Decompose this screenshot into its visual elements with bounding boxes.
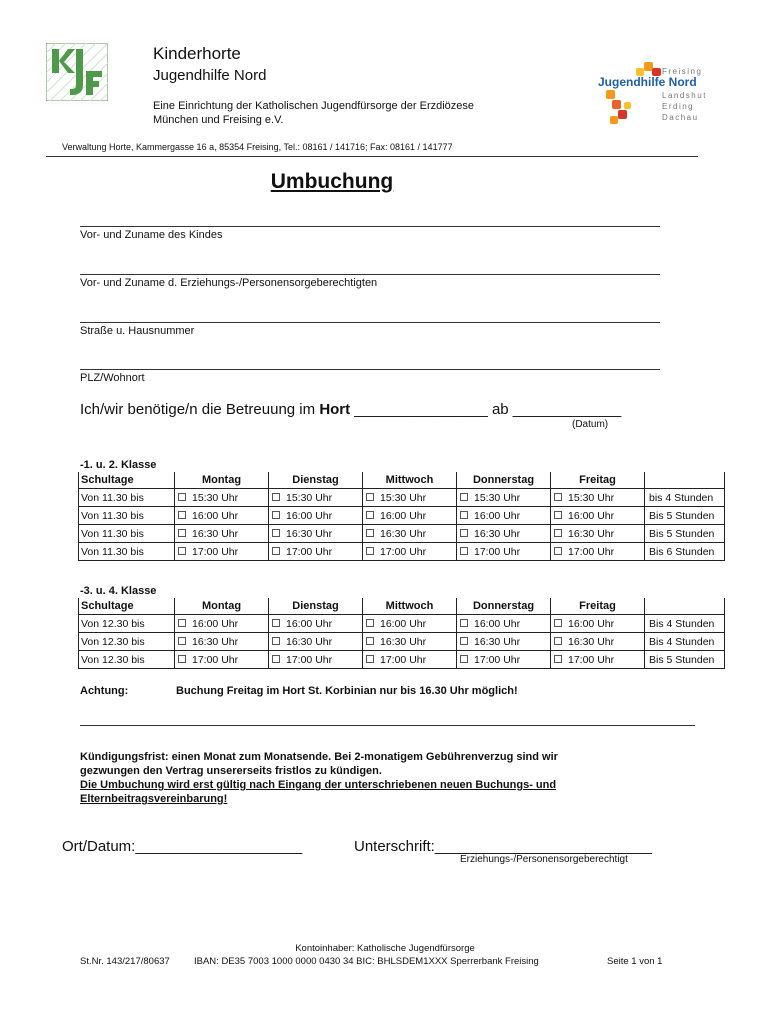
checkbox[interactable] [460,493,468,501]
checkbox[interactable] [460,511,468,519]
row-from: Von 11.30 bis [79,543,175,561]
checkbox[interactable] [554,655,562,663]
option-friday[interactable]: 16:30 Uhr [551,633,645,651]
header-divider [46,156,698,157]
option-tuesday[interactable]: 16:30 Uhr [269,633,363,651]
care-hort-word: Hort [319,401,351,418]
checkbox[interactable] [366,511,374,519]
option-monday[interactable]: 16:00 Uhr [175,615,269,633]
checkbox[interactable] [178,529,186,537]
row-from: Von 12.30 bis [79,615,175,633]
option-monday[interactable]: 17:00 Uhr [175,651,269,669]
page-title: Umbuchung [270,170,394,193]
org-name-line1: Kinderhorte [153,44,241,63]
checkbox[interactable] [460,655,468,663]
option-tuesday[interactable]: 17:00 Uhr [269,543,363,561]
header-schooldays: Schultage [79,472,175,489]
checkbox[interactable] [460,637,468,645]
date-hint: (Datum) [572,419,609,430]
footer-tax-number: St.Nr. 143/217/80637 [80,956,170,967]
child-name-field[interactable] [80,226,660,227]
header-tuesday: Dienstag [269,598,363,615]
checkbox[interactable] [554,547,562,555]
place-date-field[interactable]: Ort/Datum:____________________ [62,838,303,855]
row-hours: Bis 4 Stunden [645,633,725,651]
header-schooldays: Schultage [79,598,175,615]
checkbox[interactable] [366,655,374,663]
row-from: Von 12.30 bis [79,651,175,669]
header-hours [645,472,725,489]
checkbox[interactable] [178,637,186,645]
row-from: Von 11.30 bis [79,489,175,507]
option-thursday[interactable]: 17:00 Uhr [457,543,551,561]
option-thursday[interactable]: 16:30 Uhr [457,633,551,651]
checkbox[interactable] [460,529,468,537]
option-tuesday[interactable]: 16:30 Uhr [269,525,363,543]
option-thursday[interactable]: 16:30 Uhr [457,525,551,543]
checkbox[interactable] [554,493,562,501]
checkbox[interactable] [366,493,374,501]
header-wednesday: Mittwoch [363,472,457,489]
checkbox[interactable] [366,637,374,645]
guardian-name-label: Vor- und Zuname d. Erziehungs-/Personensorgeberechtigten [80,277,378,289]
option-tuesday[interactable]: 17:00 Uhr [269,651,363,669]
row-from: Von 12.30 bis [79,633,175,651]
header-hours [645,598,725,615]
table-header-row [79,472,725,489]
notice-line2: gezwungen den Vertrag unsererseits fristlos zu kündigen. [80,765,382,777]
row-from: Von 11.30 bis [79,507,175,525]
schedule-table-grades-3-4 [78,598,725,669]
kjf-logo [46,43,108,101]
option-thursday[interactable]: 16:00 Uhr [457,507,551,525]
checkbox[interactable] [460,547,468,555]
option-friday[interactable]: 17:00 Uhr [551,651,645,669]
header-monday: Montag [175,598,269,615]
section-divider [80,725,695,726]
guardian-name-field[interactable] [80,274,660,275]
option-wednesday[interactable]: 16:30 Uhr [363,525,457,543]
option-friday[interactable]: 17:00 Uhr [551,543,645,561]
row-hours: bis 4 Stunden [645,489,725,507]
checkbox[interactable] [272,619,280,627]
checkbox[interactable] [272,493,280,501]
jugendhilfe-nord-logo-title: Jugendhilfe Nord [598,75,697,89]
street-label: Straße u. Hausnummer [80,325,195,337]
notice-line4: Elternbeitragsvereinbarung! [80,793,228,805]
care-prefix: Ich/wir benötige/n die Betreuung im [80,401,320,418]
checkbox[interactable] [272,511,280,519]
checkbox[interactable] [178,619,186,627]
jugendhilfe-nord-logo [596,60,716,128]
checkbox[interactable] [178,493,186,501]
table-row [79,543,725,561]
jn-place-erding: Erding [662,102,695,111]
checkbox[interactable] [178,655,186,663]
jn-place-freising: Freising [662,67,703,76]
org-description-line2: München und Freising e.V. [153,114,284,126]
table-row [79,651,725,669]
city-field[interactable] [80,369,660,370]
option-friday[interactable]: 15:30 Uhr [551,489,645,507]
table-row [79,507,725,525]
option-wednesday[interactable]: 17:00 Uhr [363,651,457,669]
street-field[interactable] [80,322,660,323]
table-header-row [79,598,725,615]
checkbox[interactable] [554,619,562,627]
option-friday[interactable]: 16:00 Uhr [551,615,645,633]
start-date-blank[interactable]: ab _____________ [491,401,622,418]
option-wednesday[interactable]: 15:30 Uhr [363,489,457,507]
administration-address: Verwaltung Horte, Kammergasse 16 a, 85354 Freising, Tel.: 08161 / 141716; Fax: 08161 / 141777 [62,142,453,152]
table-row [79,525,725,543]
checkbox[interactable] [366,529,374,537]
checkbox[interactable] [178,547,186,555]
jn-place-dachau: Dachau [662,113,699,122]
option-wednesday[interactable]: 17:00 Uhr [363,543,457,561]
header-thursday: Donnerstag [457,598,551,615]
city-label: PLZ/Wohnort [80,372,145,384]
group2-label: -3. u. 4. Klasse [80,585,157,597]
checkbox[interactable] [272,547,280,555]
warning-label: Achtung: [80,685,129,697]
row-hours: Bis 4 Stunden [645,615,725,633]
group1-label: -1. u. 2. Klasse [80,459,157,471]
footer-bank-details: IBAN: DE35 7003 1000 0000 0430 34 BIC: BHLSDEM1XXX Sperrerbank Freising [194,956,539,967]
checkbox[interactable] [366,547,374,555]
checkbox[interactable] [178,511,186,519]
schedule-table-grades-1-2 [78,472,725,561]
checkbox[interactable] [554,529,562,537]
option-monday[interactable]: 16:30 Uhr [175,633,269,651]
option-monday[interactable]: 16:00 Uhr [175,507,269,525]
checkbox[interactable] [554,637,562,645]
option-wednesday[interactable]: 16:00 Uhr [363,615,457,633]
checkbox[interactable] [272,637,280,645]
hort-blank[interactable]: ________________ [350,401,492,418]
org-name-line2: Jugendhilfe Nord [153,67,267,84]
table-row [79,615,725,633]
option-monday[interactable]: 17:00 Uhr [175,543,269,561]
header-friday: Freitag [551,472,645,489]
option-friday[interactable]: 16:00 Uhr [551,507,645,525]
footer-page-number: Seite 1 von 1 [607,956,663,967]
checkbox[interactable] [460,619,468,627]
option-monday[interactable]: 15:30 Uhr [175,489,269,507]
row-hours: Bis 5 Stunden [645,507,725,525]
header-wednesday: Mittwoch [363,598,457,615]
table-row [79,489,725,507]
option-wednesday[interactable]: 16:30 Uhr [363,633,457,651]
option-tuesday[interactable]: 15:30 Uhr [269,489,363,507]
jn-place-landshut: Landshut [662,91,707,100]
checkbox[interactable] [366,619,374,627]
option-tuesday[interactable]: 16:00 Uhr [269,507,363,525]
option-wednesday[interactable]: 16:00 Uhr [363,507,457,525]
row-hours: Bis 6 Stunden [645,543,725,561]
checkbox[interactable] [272,529,280,537]
footer-account-holder: Kontoinhaber: Katholische Jugendfürsorge [295,943,475,954]
header-monday: Montag [175,472,269,489]
checkbox[interactable] [272,655,280,663]
org-description-line1: Eine Einrichtung der Katholischen Jugendfürsorge der Erzdiözese [153,100,475,112]
option-thursday[interactable]: 17:00 Uhr [457,651,551,669]
row-from: Von 11.30 bis [79,525,175,543]
option-thursday[interactable]: 16:00 Uhr [457,615,551,633]
option-tuesday[interactable]: 16:00 Uhr [269,615,363,633]
checkbox[interactable] [554,511,562,519]
signature-hint: Erziehungs-/Personensorgeberechtigt [460,854,628,865]
option-friday[interactable]: 16:30 Uhr [551,525,645,543]
header-tuesday: Dienstag [269,472,363,489]
notice-line1: Kündigungsfrist: einen Monat zum Monatsende. Bei 2-monatigem Gebührenverzug sind wir [80,751,558,763]
warning-text: Buchung Freitag im Hort St. Korbinian nur bis 16.30 Uhr möglich! [176,685,518,697]
option-monday[interactable]: 16:30 Uhr [175,525,269,543]
header-friday: Freitag [551,598,645,615]
notice-line3: Die Umbuchung wird erst gültig nach Eingang der unterschriebenen neuen Buchungs- und [80,779,557,791]
row-hours: Bis 5 Stunden [645,651,725,669]
option-thursday[interactable]: 15:30 Uhr [457,489,551,507]
table-row [79,633,725,651]
signature-field[interactable]: Unterschrift:__________________________ [354,838,652,855]
header-thursday: Donnerstag [457,472,551,489]
care-request-sentence[interactable] [80,401,621,418]
child-name-label: Vor- und Zuname des Kindes [80,229,223,241]
row-hours: Bis 5 Stunden [645,525,725,543]
